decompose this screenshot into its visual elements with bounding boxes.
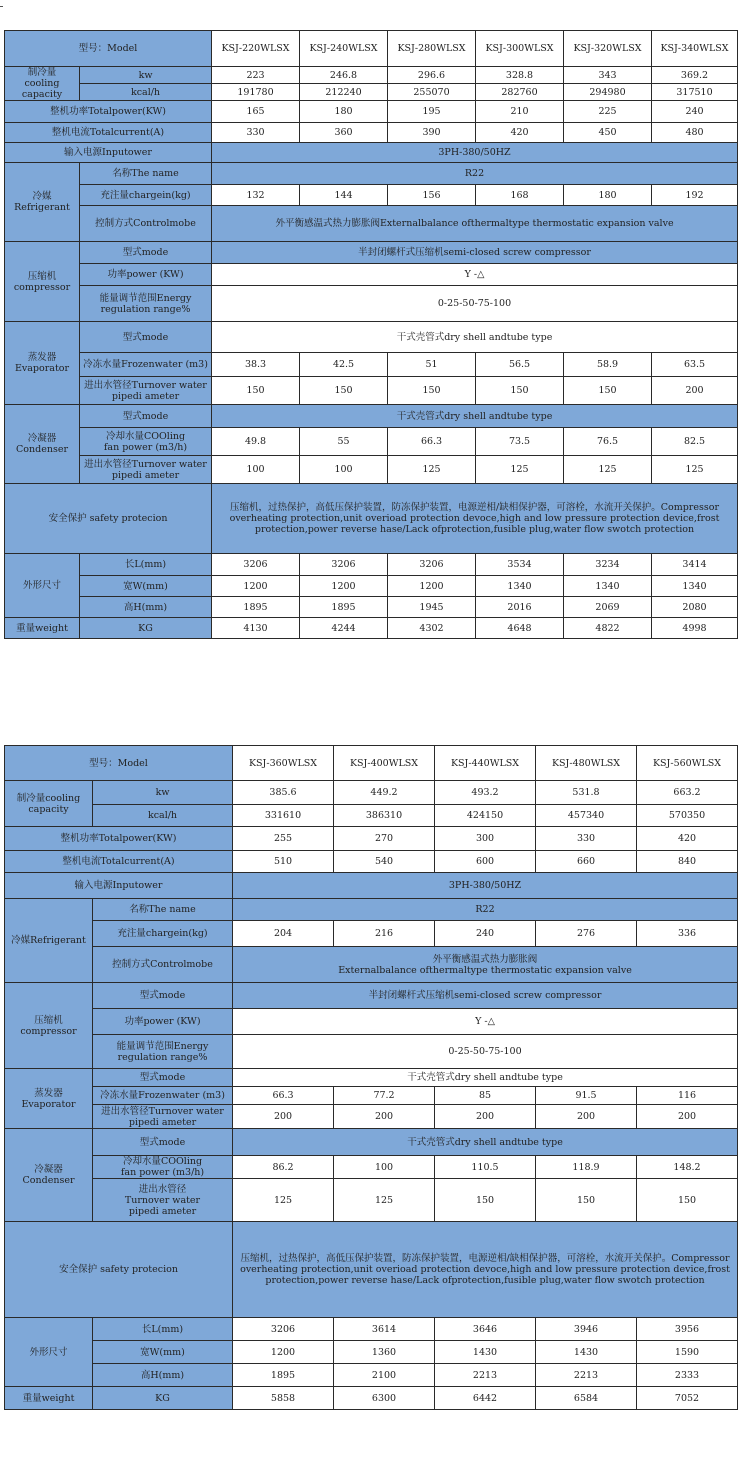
value-cell: 180 <box>564 185 652 206</box>
table-row <box>5 1341 738 1364</box>
value-cell: 58.9 <box>564 353 652 377</box>
value-cell: 125 <box>233 1179 334 1222</box>
row-label: 型式mode <box>93 1069 233 1087</box>
table-row <box>5 947 738 983</box>
table-row <box>5 805 738 827</box>
table-row <box>5 827 738 851</box>
value-cell: 449.2 <box>334 781 435 805</box>
value-cell: 100 <box>212 456 300 484</box>
row-label: 高H(mm) <box>80 597 212 618</box>
value-cell: 1340 <box>476 576 564 597</box>
value-cell: 100 <box>334 1156 435 1179</box>
row-label: 冷冻水量Frozenwater (m3) <box>93 1087 233 1105</box>
row-label: 控制方式Controlmobe <box>80 206 212 242</box>
section-label: 冷凝器 Condenser <box>5 1129 93 1222</box>
row-label: 长L(mm) <box>80 554 212 576</box>
value-cell: 外平衡感温式热力膨胀阀Externalbalance ofthermaltype thermostatic expansion valve <box>212 206 738 242</box>
row-label: 输入电源Inputower <box>5 143 212 163</box>
value-cell: 干式壳管式dry shell andtube type <box>212 405 738 428</box>
value-cell: 4822 <box>564 618 652 639</box>
value-cell: 1360 <box>334 1341 435 1364</box>
value-cell: 4130 <box>212 618 300 639</box>
row-label: 长L(mm) <box>93 1318 233 1341</box>
value-cell: 3414 <box>652 554 738 576</box>
value-cell: 330 <box>536 827 637 851</box>
value-cell: 390 <box>388 123 476 143</box>
row-label: 整机功率Totalpower(KW) <box>5 101 212 123</box>
section-label: 压缩机 compressor <box>5 242 80 322</box>
value-cell: 840 <box>637 851 738 873</box>
value-cell: 168 <box>476 185 564 206</box>
value-cell: 2016 <box>476 597 564 618</box>
row-label: 宽W(mm) <box>80 576 212 597</box>
value-cell: 半封闭螺杆式压缩机semi-closed screw compressor <box>233 983 738 1009</box>
value-cell: 150 <box>212 377 300 405</box>
value-cell: 150 <box>300 377 388 405</box>
value-cell: 1200 <box>300 576 388 597</box>
value-cell: Y -△ <box>212 264 738 286</box>
value-cell: 255 <box>233 827 334 851</box>
value-cell: 4244 <box>300 618 388 639</box>
value-cell: 510 <box>233 851 334 873</box>
header-row <box>5 31 738 67</box>
row-label: 进出水管径Turnover water pipedi ameter <box>93 1105 233 1129</box>
safety-text: 压缩机，过热保护，高低压保护装置，防冻保护装置，电源逆相/缺相保护器，可溶栓，水流开关保护。Compressor overheating protection,unit overioad protection devoce,high and low pressure protection device,frost protection,power reverse hase/Lack ofprotection,fusible plug,water flow swotch protection <box>233 1222 738 1318</box>
table-row <box>5 143 738 163</box>
row-label: 充注量chargein(kg) <box>93 921 233 947</box>
row-label: 安全保护 safety protecion <box>5 484 212 554</box>
table-row <box>5 353 738 377</box>
value-cell: 216 <box>334 921 435 947</box>
header-row <box>5 746 738 781</box>
section-label: 制冷量 cooling capacity <box>5 67 80 101</box>
table-row <box>5 1009 738 1035</box>
table-row <box>5 983 738 1009</box>
value-cell: 6442 <box>435 1387 536 1410</box>
value-cell: 270 <box>334 827 435 851</box>
value-cell: 86.2 <box>233 1156 334 1179</box>
row-label: 安全保护 safety protecion <box>5 1222 233 1318</box>
value-cell: 3PH-380/50HZ <box>233 873 738 899</box>
value-cell: 6584 <box>536 1387 637 1410</box>
value-cell: 369.2 <box>652 67 738 84</box>
value-cell: 317510 <box>652 84 738 101</box>
value-cell: 150 <box>564 377 652 405</box>
table-row <box>5 781 738 805</box>
value-cell: 200 <box>233 1105 334 1129</box>
table-row <box>5 405 738 428</box>
value-cell: 3534 <box>476 554 564 576</box>
table-row <box>5 322 738 353</box>
value-cell: 1340 <box>652 576 738 597</box>
row-label: 宽W(mm) <box>93 1341 233 1364</box>
value-cell: 3946 <box>536 1318 637 1341</box>
value-cell: 328.8 <box>476 67 564 84</box>
value-cell: 3614 <box>334 1318 435 1341</box>
value-cell: 200 <box>435 1105 536 1129</box>
table-row <box>5 576 738 597</box>
row-label: 整机功率Totalpower(KW) <box>5 827 233 851</box>
table-row <box>5 1035 738 1069</box>
value-cell: 386310 <box>334 805 435 827</box>
row-label: 充注量chargein(kg) <box>80 185 212 206</box>
value-cell: 148.2 <box>637 1156 738 1179</box>
table-row <box>5 84 738 101</box>
row-label: 名称The name <box>93 899 233 921</box>
model-name: KSJ-300WLSX <box>476 31 564 67</box>
value-cell: 125 <box>476 456 564 484</box>
row-label: KG <box>80 618 212 639</box>
row-label: 进出水管径 Turnover water pipedi ameter <box>93 1179 233 1222</box>
value-cell: 0-25-50-75-100 <box>212 286 738 322</box>
model-header: 型号：Model <box>5 746 233 781</box>
value-cell: 76.5 <box>564 428 652 456</box>
row-label: 名称The name <box>80 163 212 185</box>
value-cell: 204 <box>233 921 334 947</box>
value-cell: 424150 <box>435 805 536 827</box>
row-label: kw <box>93 781 233 805</box>
row-label: 高H(mm) <box>93 1364 233 1387</box>
section-label: 冷媒Refrigerant <box>5 899 93 983</box>
value-cell: R22 <box>233 899 738 921</box>
value-cell: 110.5 <box>435 1156 536 1179</box>
row-label: 型式mode <box>93 1129 233 1156</box>
value-cell: 296.6 <box>388 67 476 84</box>
value-cell: 225 <box>564 101 652 123</box>
value-cell: 200 <box>334 1105 435 1129</box>
table-row <box>5 1156 738 1179</box>
row-label: 整机电流Totalcurrent(A) <box>5 123 212 143</box>
table-row <box>5 67 738 84</box>
value-cell: 240 <box>435 921 536 947</box>
value-cell: 180 <box>300 101 388 123</box>
value-cell: 125 <box>388 456 476 484</box>
value-cell: 600 <box>435 851 536 873</box>
value-cell: 125 <box>652 456 738 484</box>
section-label: 蒸发器 Evaporator <box>5 1069 93 1129</box>
model-name: KSJ-400WLSX <box>334 746 435 781</box>
value-cell: 493.2 <box>435 781 536 805</box>
value-cell: 3646 <box>435 1318 536 1341</box>
value-cell: 3234 <box>564 554 652 576</box>
value-cell: 7052 <box>637 1387 738 1410</box>
value-cell: 2069 <box>564 597 652 618</box>
value-cell: 1895 <box>300 597 388 618</box>
value-cell: 82.5 <box>652 428 738 456</box>
table-row <box>5 286 738 322</box>
value-cell: 450 <box>564 123 652 143</box>
row-label: 能量调节范围Energy regulation range% <box>80 286 212 322</box>
value-cell: 2080 <box>652 597 738 618</box>
value-cell: 195 <box>388 101 476 123</box>
value-cell: 150 <box>637 1179 738 1222</box>
value-cell: 半封闭螺杆式压缩机semi-closed screw compressor <box>212 242 738 264</box>
value-cell: 77.2 <box>334 1087 435 1105</box>
value-cell: 6300 <box>334 1387 435 1410</box>
row-label: 型式mode <box>80 405 212 428</box>
section-label: 蒸发器 Evaporator <box>5 322 80 405</box>
row-label: 功率power (KW) <box>93 1009 233 1035</box>
row-label: 冷却水量COOling fan power (m3/h) <box>80 428 212 456</box>
table-row <box>5 597 738 618</box>
table-row <box>5 618 738 639</box>
value-cell: 331610 <box>233 805 334 827</box>
value-cell: 246.8 <box>300 67 388 84</box>
model-name: KSJ-360WLSX <box>233 746 334 781</box>
row-label: 能量调节范围Energy regulation range% <box>93 1035 233 1069</box>
row-label: 型式mode <box>80 322 212 353</box>
value-cell: 85 <box>435 1087 536 1105</box>
value-cell: 540 <box>334 851 435 873</box>
value-cell: 2333 <box>637 1364 738 1387</box>
spec-table-2 <box>4 745 738 1410</box>
value-cell: 330 <box>212 123 300 143</box>
value-cell: 1200 <box>212 576 300 597</box>
section-label: 外形尺寸 <box>5 1318 93 1387</box>
value-cell: 63.5 <box>652 353 738 377</box>
value-cell: 3206 <box>300 554 388 576</box>
table-row <box>5 1179 738 1222</box>
value-cell: 200 <box>536 1105 637 1129</box>
value-cell: R22 <box>212 163 738 185</box>
safety-text: 压缩机，过热保护，高低压保护装置，防冻保护装置，电源逆相/缺相保护器，可溶栓，水流开关保护。Compressor overheating protection,unit overioad protection devoce,high and low pressure protection device,frost protection,power reverse hase/Lack ofprotection,fusible plug,water flow swotch protection <box>212 484 738 554</box>
value-cell: 255070 <box>388 84 476 101</box>
value-cell: 531.8 <box>536 781 637 805</box>
table-row <box>5 123 738 143</box>
table-row <box>5 206 738 242</box>
value-cell: Y -△ <box>233 1009 738 1035</box>
value-cell: 360 <box>300 123 388 143</box>
value-cell: 55 <box>300 428 388 456</box>
model-name: KSJ-340WLSX <box>652 31 738 67</box>
value-cell: 4302 <box>388 618 476 639</box>
value-cell: 282760 <box>476 84 564 101</box>
value-cell: 0-25-50-75-100 <box>233 1035 738 1069</box>
table-row <box>5 101 738 123</box>
table-row <box>5 1105 738 1129</box>
value-cell: 150 <box>435 1179 536 1222</box>
value-cell: 66.3 <box>233 1087 334 1105</box>
row-label: kcal/h <box>80 84 212 101</box>
value-cell: 外平衡感温式热力膨胀阀 Externalbalance ofthermaltype thermostatic expansion valve <box>233 947 738 983</box>
table-row <box>5 1387 738 1410</box>
table-row <box>5 163 738 185</box>
value-cell: 191780 <box>212 84 300 101</box>
table-row <box>5 377 738 405</box>
value-cell: 240 <box>652 101 738 123</box>
value-cell: 5858 <box>233 1387 334 1410</box>
value-cell: 210 <box>476 101 564 123</box>
spec-table-1 <box>4 30 738 639</box>
value-cell: 干式壳管式dry shell andtube type <box>233 1129 738 1156</box>
row-label: 进出水管径Turnover water pipedi ameter <box>80 456 212 484</box>
row-label: 重量weight <box>5 1387 93 1410</box>
table-row <box>5 1364 738 1387</box>
value-cell: 223 <box>212 67 300 84</box>
row-label: 冷冻水量Frozenwater (m3) <box>80 353 212 377</box>
row-label: 控制方式Controlmobe <box>93 947 233 983</box>
section-label: 制冷量cooling capacity <box>5 781 93 827</box>
value-cell: 1945 <box>388 597 476 618</box>
table-row <box>5 921 738 947</box>
value-cell: 1895 <box>233 1364 334 1387</box>
value-cell: 156 <box>388 185 476 206</box>
row-label: KG <box>93 1387 233 1410</box>
value-cell: 165 <box>212 101 300 123</box>
value-cell: 3206 <box>388 554 476 576</box>
table-row <box>5 428 738 456</box>
section-label: 压缩机 compressor <box>5 983 93 1069</box>
value-cell: 干式壳管式dry shell andtube type <box>212 322 738 353</box>
table-row <box>5 242 738 264</box>
value-cell: 2100 <box>334 1364 435 1387</box>
value-cell: 457340 <box>536 805 637 827</box>
value-cell: 38.3 <box>212 353 300 377</box>
value-cell: 4648 <box>476 618 564 639</box>
value-cell: 300 <box>435 827 536 851</box>
value-cell: 1340 <box>564 576 652 597</box>
table-row <box>5 1069 738 1087</box>
row-label: 功率power (KW) <box>80 264 212 286</box>
value-cell: 276 <box>536 921 637 947</box>
table-row <box>5 851 738 873</box>
value-cell: 3956 <box>637 1318 738 1341</box>
model-name: KSJ-240WLSX <box>300 31 388 67</box>
table-row <box>5 456 738 484</box>
value-cell: 51 <box>388 353 476 377</box>
value-cell: 294980 <box>564 84 652 101</box>
value-cell: 49.8 <box>212 428 300 456</box>
value-cell: 150 <box>536 1179 637 1222</box>
value-cell: 1590 <box>637 1341 738 1364</box>
value-cell: 1430 <box>435 1341 536 1364</box>
value-cell: 420 <box>637 827 738 851</box>
section-label: 外形尺寸 <box>5 554 80 618</box>
value-cell: 3PH-380/50HZ <box>212 143 738 163</box>
model-name: KSJ-560WLSX <box>637 746 738 781</box>
table-row <box>5 264 738 286</box>
row-label: 型式mode <box>80 242 212 264</box>
table-row <box>5 899 738 921</box>
value-cell: 212240 <box>300 84 388 101</box>
table-row <box>5 1222 738 1318</box>
value-cell: 1200 <box>388 576 476 597</box>
value-cell: 4998 <box>652 618 738 639</box>
value-cell: 42.5 <box>300 353 388 377</box>
table-row <box>5 1318 738 1341</box>
value-cell: 73.5 <box>476 428 564 456</box>
value-cell: 3206 <box>212 554 300 576</box>
value-cell: 144 <box>300 185 388 206</box>
value-cell: 118.9 <box>536 1156 637 1179</box>
value-cell: 1895 <box>212 597 300 618</box>
corner-mark <box>0 6 3 7</box>
value-cell: 192 <box>652 185 738 206</box>
row-label: 型式mode <box>93 983 233 1009</box>
value-cell: 56.5 <box>476 353 564 377</box>
row-label: 重量weight <box>5 618 80 639</box>
value-cell: 3206 <box>233 1318 334 1341</box>
value-cell: 125 <box>334 1179 435 1222</box>
table-row <box>5 1087 738 1105</box>
value-cell: 2213 <box>536 1364 637 1387</box>
value-cell: 660 <box>536 851 637 873</box>
row-label: kcal/h <box>93 805 233 827</box>
value-cell: 200 <box>652 377 738 405</box>
table-row <box>5 185 738 206</box>
model-name: KSJ-440WLSX <box>435 746 536 781</box>
value-cell: 570350 <box>637 805 738 827</box>
value-cell: 116 <box>637 1087 738 1105</box>
table-row <box>5 873 738 899</box>
value-cell: 100 <box>300 456 388 484</box>
row-label: kw <box>80 67 212 84</box>
value-cell: 125 <box>564 456 652 484</box>
table-row <box>5 1129 738 1156</box>
value-cell: 2213 <box>435 1364 536 1387</box>
value-cell: 150 <box>388 377 476 405</box>
row-label: 冷却水量COOling fan power (m3/h) <box>93 1156 233 1179</box>
value-cell: 66.3 <box>388 428 476 456</box>
model-name: KSJ-320WLSX <box>564 31 652 67</box>
model-name: KSJ-280WLSX <box>388 31 476 67</box>
row-label: 输入电源Inputower <box>5 873 233 899</box>
value-cell: 91.5 <box>536 1087 637 1105</box>
value-cell: 336 <box>637 921 738 947</box>
value-cell: 385.6 <box>233 781 334 805</box>
value-cell: 132 <box>212 185 300 206</box>
value-cell: 480 <box>652 123 738 143</box>
section-label: 冷凝器 Condenser <box>5 405 80 484</box>
row-label: 进出水管径Turnover water pipedi ameter <box>80 377 212 405</box>
value-cell: 1430 <box>536 1341 637 1364</box>
table-row <box>5 484 738 554</box>
value-cell: 干式壳管式dry shell andtube type <box>233 1069 738 1087</box>
value-cell: 1200 <box>233 1341 334 1364</box>
value-cell: 420 <box>476 123 564 143</box>
value-cell: 343 <box>564 67 652 84</box>
value-cell: 200 <box>637 1105 738 1129</box>
value-cell: 663.2 <box>637 781 738 805</box>
section-label: 冷媒 Refrigerant <box>5 163 80 242</box>
model-header: 型号：Model <box>5 31 212 67</box>
model-name: KSJ-480WLSX <box>536 746 637 781</box>
table-row <box>5 554 738 576</box>
value-cell: 150 <box>476 377 564 405</box>
row-label: 整机电流Totalcurrent(A) <box>5 851 233 873</box>
model-name: KSJ-220WLSX <box>212 31 300 67</box>
